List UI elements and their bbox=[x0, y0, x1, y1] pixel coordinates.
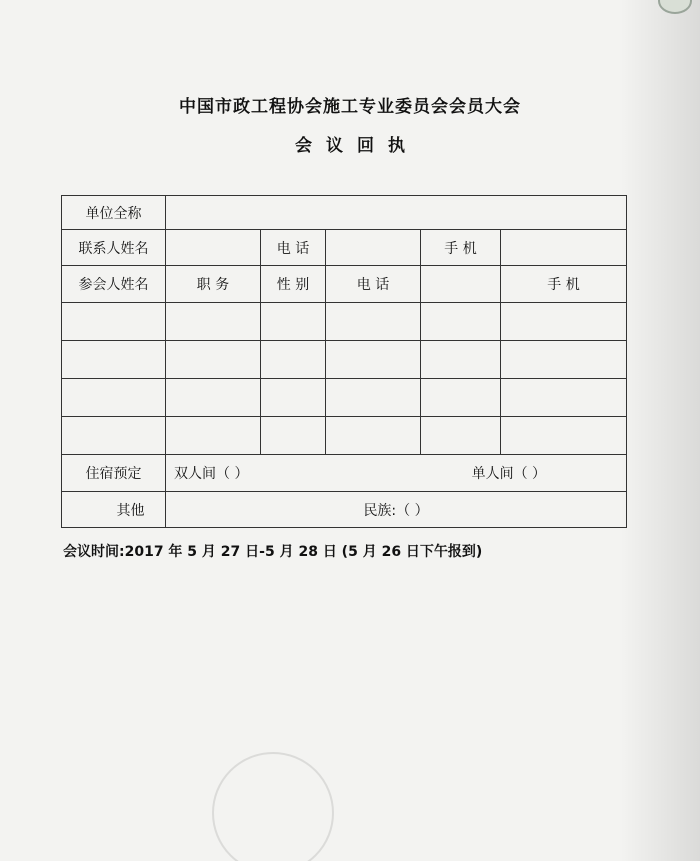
faded-seal bbox=[212, 752, 334, 861]
attendee-blank-field[interactable] bbox=[421, 341, 501, 379]
row-attendee-header bbox=[62, 266, 627, 303]
attendee-position-field[interactable] bbox=[166, 303, 261, 341]
attendee-name-field[interactable] bbox=[62, 341, 166, 379]
attendee-mobile-header: 手 机 bbox=[501, 266, 627, 303]
mobile-label: 手 机 bbox=[421, 230, 501, 266]
row-lodging bbox=[62, 455, 627, 492]
unit-field[interactable] bbox=[166, 196, 627, 230]
attendee-gender-field[interactable] bbox=[261, 303, 326, 341]
attendee-phone-field[interactable] bbox=[326, 379, 421, 417]
row-contact bbox=[62, 230, 627, 266]
attendee-mobile-field[interactable] bbox=[501, 379, 627, 417]
attendee-gender-field[interactable] bbox=[261, 417, 326, 455]
attendee-position-field[interactable] bbox=[166, 379, 261, 417]
reply-form-table bbox=[61, 195, 627, 528]
attendee-phone-header: 电 话 bbox=[326, 266, 421, 303]
mobile-field[interactable] bbox=[501, 230, 627, 266]
lodging-label: 住宿预定 bbox=[62, 455, 166, 492]
attendee-phone-field[interactable] bbox=[326, 417, 421, 455]
lodging-field[interactable] bbox=[166, 455, 627, 492]
gender-header: 性 别 bbox=[261, 266, 326, 303]
attendee-mobile-field[interactable] bbox=[501, 417, 627, 455]
attendee-blank-field[interactable] bbox=[421, 417, 501, 455]
single-room-option[interactable]: 单人间（ ） bbox=[471, 466, 547, 482]
attendee-blank-field[interactable] bbox=[421, 303, 501, 341]
position-header: 职 务 bbox=[166, 266, 261, 303]
page-subtitle: 会议回执 bbox=[295, 136, 419, 156]
attendee-row bbox=[62, 379, 627, 417]
attendee-position-field[interactable] bbox=[166, 341, 261, 379]
attendee-mobile-field[interactable] bbox=[501, 303, 627, 341]
meeting-time: 会议时间:2017 年 5 月 27 日-5 月 28 日 (5 月 26 日下午报到) bbox=[63, 544, 483, 560]
attendee-phone-field[interactable] bbox=[326, 341, 421, 379]
row-other bbox=[62, 492, 627, 528]
attendee-name-field[interactable] bbox=[62, 303, 166, 341]
attendee-mobile-field[interactable] bbox=[501, 341, 627, 379]
attendee-row bbox=[62, 341, 627, 379]
attendee-row bbox=[62, 303, 627, 341]
row-unit bbox=[62, 196, 627, 230]
contact-field[interactable] bbox=[166, 230, 261, 266]
other-label: 其他 bbox=[62, 492, 166, 528]
unit-label: 单位全称 bbox=[62, 196, 166, 230]
attendee-name-field[interactable] bbox=[62, 417, 166, 455]
contact-label: 联系人姓名 bbox=[62, 230, 166, 266]
page-title: 中国市政工程协会施工专业委员会会员大会 bbox=[179, 97, 521, 117]
phone-label: 电 话 bbox=[261, 230, 326, 266]
ethnicity-field[interactable]: 民族:（ ） bbox=[166, 492, 627, 528]
attendee-gender-field[interactable] bbox=[261, 341, 326, 379]
attendee-name-field[interactable] bbox=[62, 379, 166, 417]
blank-header-cell bbox=[421, 266, 501, 303]
attendee-gender-field[interactable] bbox=[261, 379, 326, 417]
attendee-name-header: 参会人姓名 bbox=[62, 266, 166, 303]
phone-field[interactable] bbox=[326, 230, 421, 266]
attendee-row bbox=[62, 417, 627, 455]
attendee-position-field[interactable] bbox=[166, 417, 261, 455]
attendee-blank-field[interactable] bbox=[421, 379, 501, 417]
attendee-phone-field[interactable] bbox=[326, 303, 421, 341]
double-room-option[interactable]: 双人间（ ） bbox=[174, 466, 249, 482]
scan-edge-shadow bbox=[620, 0, 700, 861]
